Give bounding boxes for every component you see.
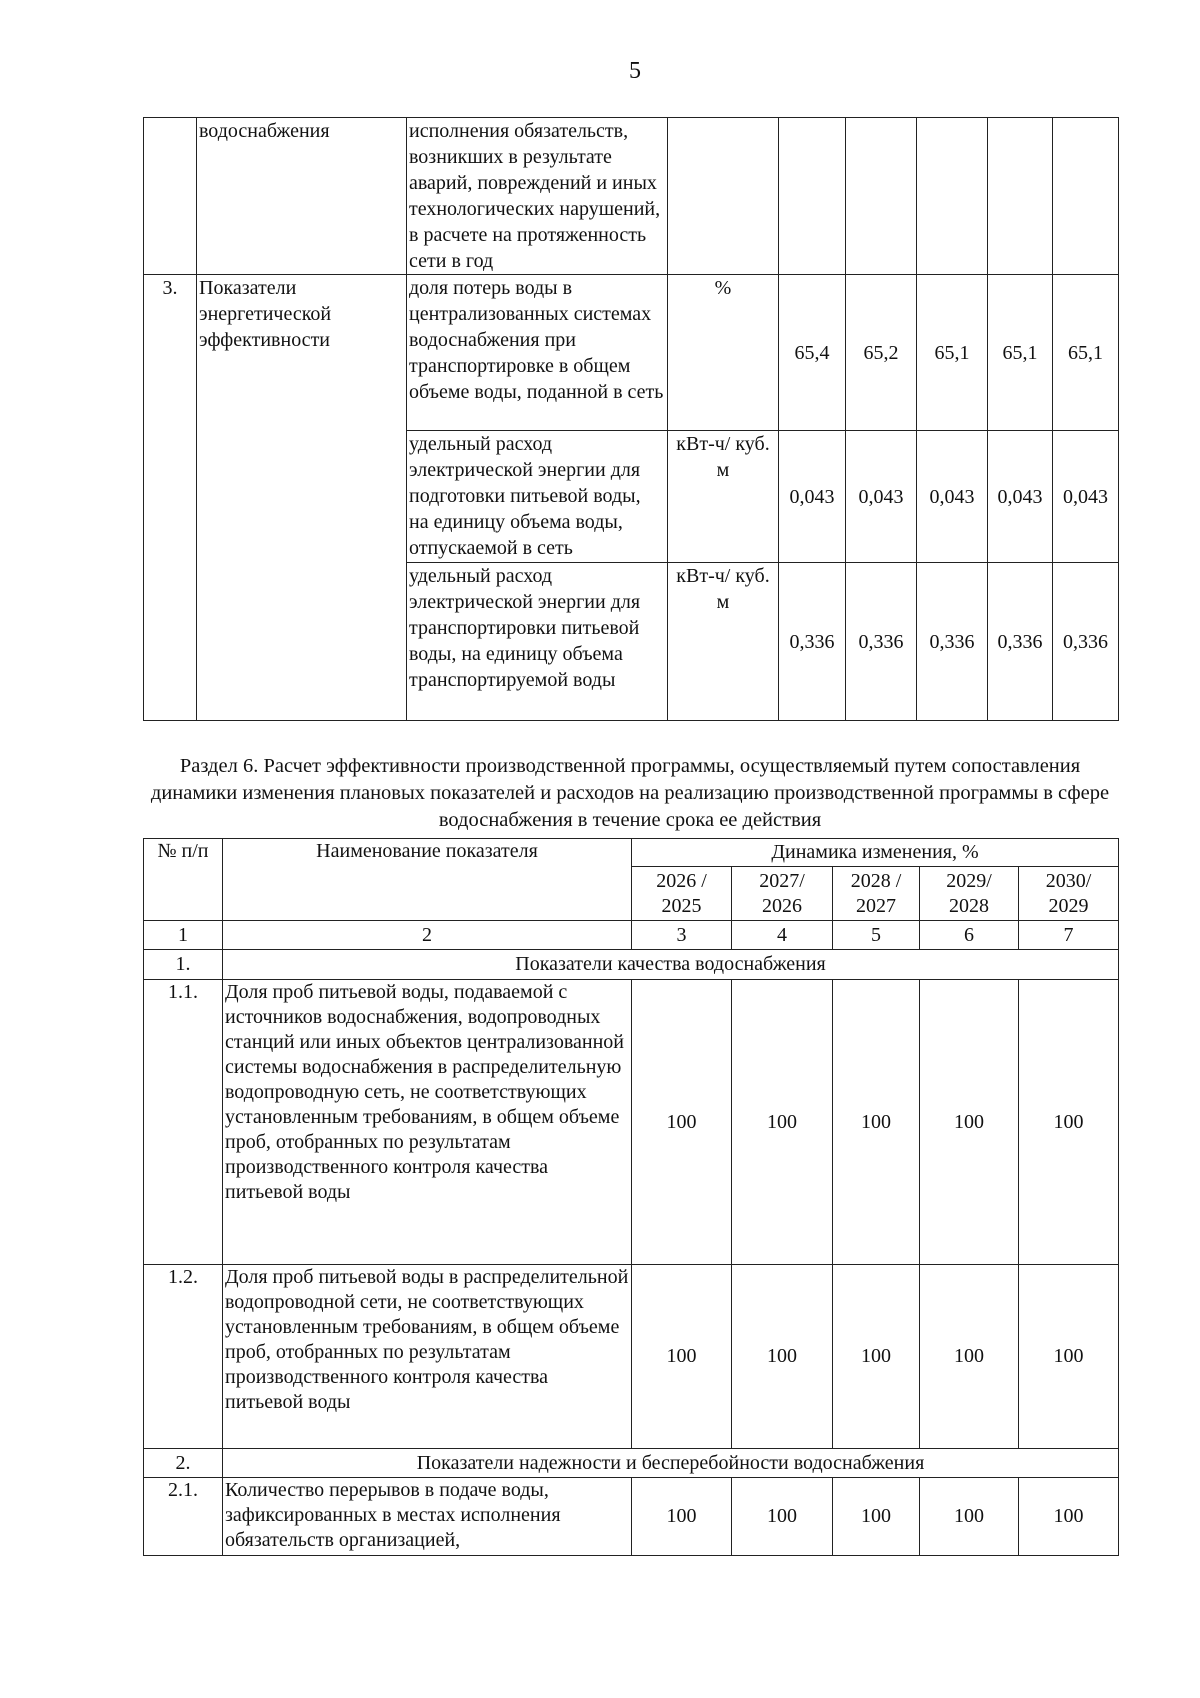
row-index (144, 118, 197, 275)
column-number: 6 (920, 921, 1019, 950)
column-number: 5 (833, 921, 920, 950)
period-header: 2029/ 2028 (920, 867, 1019, 921)
value-cell: 65,1 (988, 275, 1053, 431)
period-header: 2030/ 2029 (1019, 867, 1119, 921)
column-number: 4 (732, 921, 833, 950)
indicator-cell: доля потерь воды в централизованных системах водоснабжения при транспортировке в общем объеме воды, поданной в сеть (407, 275, 668, 431)
value-cell: 100 (833, 1478, 920, 1556)
unit-cell (668, 118, 779, 275)
header-dynamics: Динамика изменения, % (632, 839, 1119, 867)
value-cell: 0,336 (988, 563, 1053, 721)
value-cell: 0,043 (846, 431, 917, 563)
unit-cell: кВт-ч/ куб. м (668, 563, 779, 721)
value-cell: 100 (1019, 980, 1119, 1265)
value-cell: 65,4 (779, 275, 846, 431)
section-row (144, 1449, 1119, 1478)
value-cell: 100 (833, 980, 920, 1265)
unit-cell: % (668, 275, 779, 431)
table-row (144, 1265, 1119, 1449)
value-cell: 100 (833, 1265, 920, 1449)
column-number: 2 (223, 921, 632, 950)
value-cell: 0,336 (917, 563, 988, 721)
value-cell: 100 (1019, 1478, 1119, 1556)
column-number: 1 (144, 921, 223, 950)
section-index: 2. (144, 1449, 223, 1478)
section6-heading: Раздел 6. Расчет эффективности производственной программы, осуществляемый путем сопоставления динамики изменения плановых показателей и расходов на реализацию производственной программы в сфере водоснабжения в течение срока ее действия (150, 755, 1110, 831)
value-cell: 100 (632, 980, 732, 1265)
table-row (144, 275, 1119, 431)
value-cell (1053, 118, 1119, 275)
value-cell: 0,043 (988, 431, 1053, 563)
unit-cell: кВт-ч/ куб. м (668, 431, 779, 563)
category-cell: водоснабжения (197, 118, 407, 275)
indicators-table (143, 117, 1119, 721)
value-cell (779, 118, 846, 275)
category-cell: Показатели энергетической эффективности (197, 275, 407, 721)
value-cell (988, 118, 1053, 275)
value-cell: 100 (732, 1478, 833, 1556)
section-index: 1. (144, 950, 223, 980)
value-cell: 100 (920, 980, 1019, 1265)
value-cell (846, 118, 917, 275)
section-row (144, 950, 1119, 980)
header-indicator-name: Наименование показателя (223, 839, 632, 921)
value-cell: 100 (732, 980, 833, 1265)
value-cell: 65,2 (846, 275, 917, 431)
value-cell: 100 (632, 1265, 732, 1449)
value-cell: 100 (920, 1478, 1019, 1556)
value-cell: 100 (632, 1478, 732, 1556)
row-index: 2.1. (144, 1478, 223, 1556)
value-cell: 0,043 (917, 431, 988, 563)
section-title: Показатели надежности и бесперебойности водоснабжения (223, 1449, 1119, 1478)
indicator-name: Доля проб питьевой воды в распределительной водопроводной сети, не соответствующих установленным требованиям, в общем объеме проб, отобранных по результатам производственного контроля качества питьевой воды (223, 1265, 632, 1449)
value-cell: 100 (732, 1265, 833, 1449)
column-numbers-row (144, 921, 1119, 950)
row-index: 1.1. (144, 980, 223, 1265)
value-cell: 65,1 (917, 275, 988, 431)
column-number: 3 (632, 921, 732, 950)
period-header: 2028 / 2027 (833, 867, 920, 921)
row-index: 3. (144, 275, 197, 721)
value-cell: 0,336 (779, 563, 846, 721)
indicator-cell: исполнения обязательств, возникших в результате аварий, повреждений и иных технологических нарушений, в расчете на протяженность сети в год (407, 118, 668, 275)
indicator-name: Количество перерывов в подаче воды, зафиксированных в местах исполнения обязательств организацией, (223, 1478, 632, 1556)
row-index: 1.2. (144, 1265, 223, 1449)
period-header: 2027/ 2026 (732, 867, 833, 921)
section-title: Показатели качества водоснабжения (223, 950, 1119, 980)
table-row (144, 118, 1119, 275)
value-cell: 0,043 (779, 431, 846, 563)
page-number: 5 (629, 58, 641, 84)
value-cell: 0,043 (1053, 431, 1119, 563)
value-cell: 100 (1019, 1265, 1119, 1449)
efficiency-table (143, 838, 1119, 1556)
value-cell: 100 (920, 1265, 1019, 1449)
column-number: 7 (1019, 921, 1119, 950)
value-cell: 0,336 (1053, 563, 1119, 721)
period-header: 2026 / 2025 (632, 867, 732, 921)
value-cell: 0,336 (846, 563, 917, 721)
table-row (144, 1478, 1119, 1556)
indicator-cell: удельный расход электрической энергии для транспортировки питьевой воды, на единицу объема транспортируемой воды (407, 563, 668, 721)
value-cell (917, 118, 988, 275)
value-cell: 65,1 (1053, 275, 1119, 431)
header-number: № п/п (144, 839, 223, 921)
header-row (144, 839, 1119, 867)
indicator-cell: удельный расход электрической энергии для подготовки питьевой воды, на единицу объема воды, отпускаемой в сеть (407, 431, 668, 563)
table-row (144, 980, 1119, 1265)
indicator-name: Доля проб питьевой воды, подаваемой с источников водоснабжения, водопроводных станций или иных объектов централизованной системы водоснабжения в распределительную водопроводную сеть, не соответствующих установленным требованиям, в общем объеме проб, отобранных по результатам производственного контроля качества питьевой воды (223, 980, 632, 1265)
